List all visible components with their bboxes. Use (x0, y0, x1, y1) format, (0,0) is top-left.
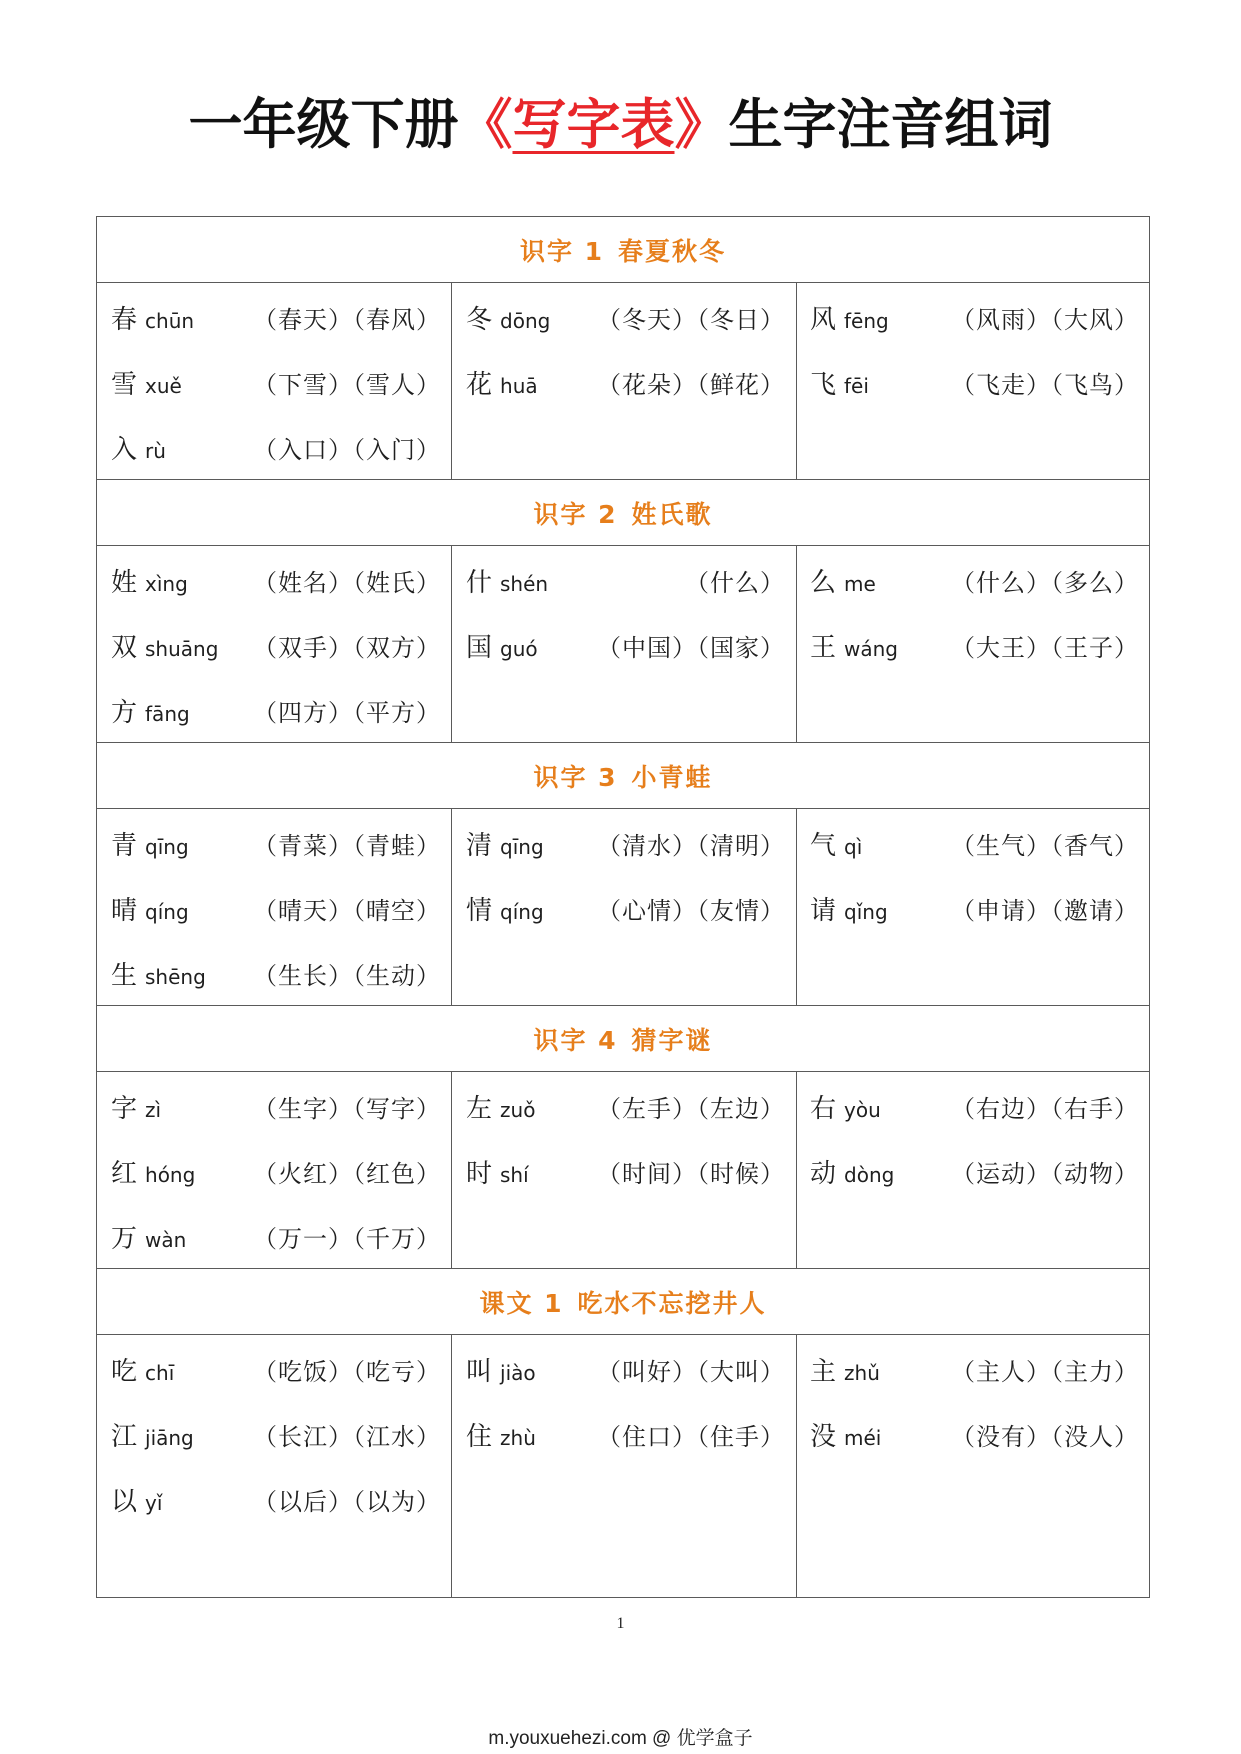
page-number: 1 (616, 1615, 625, 1632)
word-groups: （时间）（时候） (597, 1160, 785, 1188)
pinyin: wàn (145, 1227, 187, 1252)
pinyin: zhù (500, 1425, 536, 1450)
character-entry (111, 613, 441, 678)
pinyin: wáng (844, 636, 898, 661)
hanzi: 情 (466, 896, 493, 926)
pinyin: qǐng (844, 899, 888, 924)
hanzi: 晴 (111, 896, 138, 926)
hanzi: 万 (111, 1224, 138, 1254)
pinyin: fāng (145, 701, 190, 726)
hanzi: 花 (466, 370, 493, 400)
character-entry (466, 876, 785, 941)
word-groups: （四方）（平方） (253, 699, 441, 727)
section-body (97, 1072, 1149, 1269)
character-entry (466, 811, 785, 876)
word-groups: （没有）（没人） (951, 1423, 1139, 1451)
pinyin: dòng (844, 1162, 895, 1187)
pinyin: chūn (145, 308, 195, 333)
pinyin: hóng (145, 1162, 196, 1187)
hanzi: 清 (466, 831, 493, 861)
section-label: 识字 4 (533, 1025, 618, 1055)
hanzi: 以 (111, 1487, 138, 1517)
character-entry (466, 548, 785, 613)
character-entry (466, 285, 785, 350)
hanzi: 字 (111, 1094, 138, 1124)
pinyin: yòu (844, 1097, 881, 1122)
hanzi: 吃 (111, 1357, 138, 1387)
hanzi: 风 (810, 305, 837, 335)
section-header (97, 1006, 1149, 1072)
table-column (797, 546, 1149, 742)
word-groups: （主人）（主力） (951, 1358, 1139, 1386)
character-entry (111, 876, 441, 941)
hanzi: 右 (810, 1094, 837, 1124)
title-prefix: 一年级下册 (188, 93, 459, 156)
character-entry (111, 350, 441, 415)
pinyin: huā (500, 373, 538, 398)
title-suffix: 生字注音组词 (728, 93, 1053, 156)
character-entry (111, 1204, 441, 1269)
word-groups: （双手）（双方） (253, 634, 441, 662)
table-column (97, 809, 452, 1005)
title-close-bracket: 》 (674, 93, 729, 156)
hanzi: 王 (810, 633, 837, 663)
pinyin: xìng (145, 571, 188, 596)
word-groups: （晴天）（晴空） (253, 897, 441, 925)
word-groups: （运动）（动物） (951, 1160, 1139, 1188)
pinyin: qīng (145, 834, 189, 859)
character-entry (111, 811, 441, 876)
character-table (96, 216, 1150, 1598)
hanzi: 左 (466, 1094, 493, 1124)
section-title: 姓氏歌 (631, 499, 713, 529)
word-groups: （心情）（友情） (597, 897, 785, 925)
pinyin: qíng (500, 899, 544, 924)
word-groups: （中国）（国家） (597, 634, 785, 662)
word-groups: （姓名）（姓氏） (253, 569, 441, 597)
word-groups: （左手）（左边） (597, 1095, 785, 1123)
section-label: 识字 1 (519, 236, 605, 266)
character-entry (466, 613, 785, 678)
character-entry (466, 1337, 785, 1402)
section-title: 小青蛙 (631, 762, 713, 792)
character-entry (810, 1074, 1139, 1139)
word-groups: （青菜）（青蛙） (253, 832, 441, 860)
hanzi: 双 (111, 633, 138, 663)
character-entry (111, 1402, 441, 1467)
pinyin: shēng (145, 964, 206, 989)
word-groups: （吃饭）（吃亏） (253, 1358, 441, 1386)
hanzi: 气 (810, 831, 837, 861)
table-column (452, 546, 797, 742)
section-label: 识字 2 (533, 499, 618, 529)
word-groups: （入口）（入门） (253, 436, 441, 464)
character-entry (466, 350, 785, 415)
section-header (97, 743, 1149, 809)
table-column (452, 1335, 797, 1597)
character-entry (111, 1139, 441, 1204)
hanzi: 姓 (111, 568, 138, 598)
word-groups: （冬天）（冬日） (597, 306, 785, 334)
character-entry (111, 1467, 441, 1532)
pinyin: zì (145, 1097, 162, 1122)
word-groups: （万一）（千万） (253, 1225, 441, 1253)
word-groups: （右边）（右手） (951, 1095, 1139, 1123)
pinyin: chī (145, 1360, 175, 1385)
character-entry (810, 350, 1139, 415)
table-column (797, 283, 1149, 479)
word-groups: （住口）（住手） (597, 1423, 785, 1451)
character-entry (810, 876, 1139, 941)
pinyin: shí (500, 1162, 529, 1187)
hanzi: 叫 (466, 1357, 493, 1387)
hanzi: 雪 (111, 370, 138, 400)
footer-watermark: m.youxuehezi.com @ 优学盒子 (488, 1728, 753, 1749)
hanzi: 没 (810, 1422, 837, 1452)
word-groups: （花朵）（鲜花） (597, 371, 785, 399)
word-groups: （生长）（生动） (253, 962, 441, 990)
title-highlight: 写字表 (512, 93, 675, 156)
character-entry (810, 613, 1139, 678)
section-title: 春夏秋冬 (618, 236, 727, 266)
word-groups: （清水）（清明） (597, 832, 785, 860)
character-entry (810, 1402, 1139, 1467)
word-groups: （风雨）（大风） (951, 306, 1139, 334)
pinyin: jiào (500, 1360, 536, 1385)
character-entry (111, 678, 441, 743)
pinyin: shuāng (145, 636, 219, 661)
section-title: 吃水不忘挖井人 (577, 1288, 767, 1318)
page-title (0, 90, 1241, 160)
table-column (797, 1072, 1149, 1268)
hanzi: 入 (111, 435, 138, 465)
pinyin: qì (844, 834, 863, 859)
character-entry (466, 1402, 785, 1467)
pinyin: jiāng (145, 1425, 194, 1450)
section-body (97, 546, 1149, 743)
hanzi: 什 (466, 568, 493, 598)
character-entry (111, 548, 441, 613)
pinyin: fēng (844, 308, 889, 333)
table-column (452, 283, 797, 479)
character-entry (810, 1139, 1139, 1204)
hanzi: 方 (111, 698, 138, 728)
section-header (97, 1269, 1149, 1335)
word-groups: （大王）（王子） (951, 634, 1139, 662)
word-groups: （下雪）（雪人） (253, 371, 441, 399)
character-entry (466, 1074, 785, 1139)
word-groups: （火红）（红色） (253, 1160, 441, 1188)
hanzi: 动 (810, 1159, 837, 1189)
pinyin: qīng (500, 834, 544, 859)
word-groups: （以后）（以为） (253, 1488, 441, 1516)
table-column (97, 1335, 452, 1597)
table-column (797, 1335, 1149, 1597)
section-label: 课文 1 (479, 1288, 564, 1318)
word-groups: （什么） (685, 569, 785, 597)
character-entry (810, 548, 1139, 613)
character-entry (111, 941, 441, 1006)
hanzi: 国 (466, 633, 493, 663)
hanzi: 红 (111, 1159, 138, 1189)
section-body (97, 1335, 1149, 1597)
character-entry (111, 1337, 441, 1402)
pinyin: xuě (145, 373, 182, 398)
character-entry (111, 285, 441, 350)
pinyin: fēi (844, 373, 869, 398)
pinyin: qíng (145, 899, 189, 924)
pinyin: me (844, 571, 876, 596)
table-column (97, 283, 452, 479)
hanzi: 生 (111, 961, 138, 991)
section-label: 识字 3 (533, 762, 618, 792)
pinyin: zuǒ (500, 1097, 536, 1122)
hanzi: 江 (111, 1422, 138, 1452)
hanzi: 时 (466, 1159, 493, 1189)
character-entry (111, 1074, 441, 1139)
character-entry (466, 1139, 785, 1204)
table-column (452, 1072, 797, 1268)
pinyin: yǐ (145, 1490, 163, 1515)
section-body (97, 283, 1149, 480)
pinyin: zhǔ (844, 1360, 880, 1385)
title-open-bracket: 《 (458, 93, 513, 156)
character-entry (111, 415, 441, 480)
pinyin: dōng (500, 308, 551, 333)
character-entry (810, 1337, 1139, 1402)
word-groups: （生字）（写字） (253, 1095, 441, 1123)
hanzi: 请 (810, 896, 837, 926)
hanzi: 冬 (466, 305, 493, 335)
character-entry (810, 285, 1139, 350)
pinyin: shén (500, 571, 549, 596)
pinyin: guó (500, 636, 538, 661)
word-groups: （春天）（春风） (253, 306, 441, 334)
hanzi: 主 (810, 1357, 837, 1387)
section-header (97, 480, 1149, 546)
word-groups: （飞走）（飞鸟） (951, 371, 1139, 399)
word-groups: （什么）（多么） (951, 569, 1139, 597)
word-groups: （长江）（江水） (253, 1423, 441, 1451)
hanzi: 飞 (810, 370, 837, 400)
section-title: 猜字谜 (631, 1025, 713, 1055)
hanzi: 么 (810, 568, 837, 598)
section-header (97, 217, 1149, 283)
hanzi: 住 (466, 1422, 493, 1452)
hanzi: 春 (111, 305, 138, 335)
word-groups: （叫好）（大叫） (597, 1358, 785, 1386)
hanzi: 青 (111, 831, 138, 861)
table-column (797, 809, 1149, 1005)
word-groups: （申请）（邀请） (951, 897, 1139, 925)
section-body (97, 809, 1149, 1006)
pinyin: méi (844, 1425, 882, 1450)
character-entry (810, 811, 1139, 876)
table-column (97, 546, 452, 742)
table-column (452, 809, 797, 1005)
table-column (97, 1072, 452, 1268)
word-groups: （生气）（香气） (951, 832, 1139, 860)
pinyin: rù (145, 438, 166, 463)
